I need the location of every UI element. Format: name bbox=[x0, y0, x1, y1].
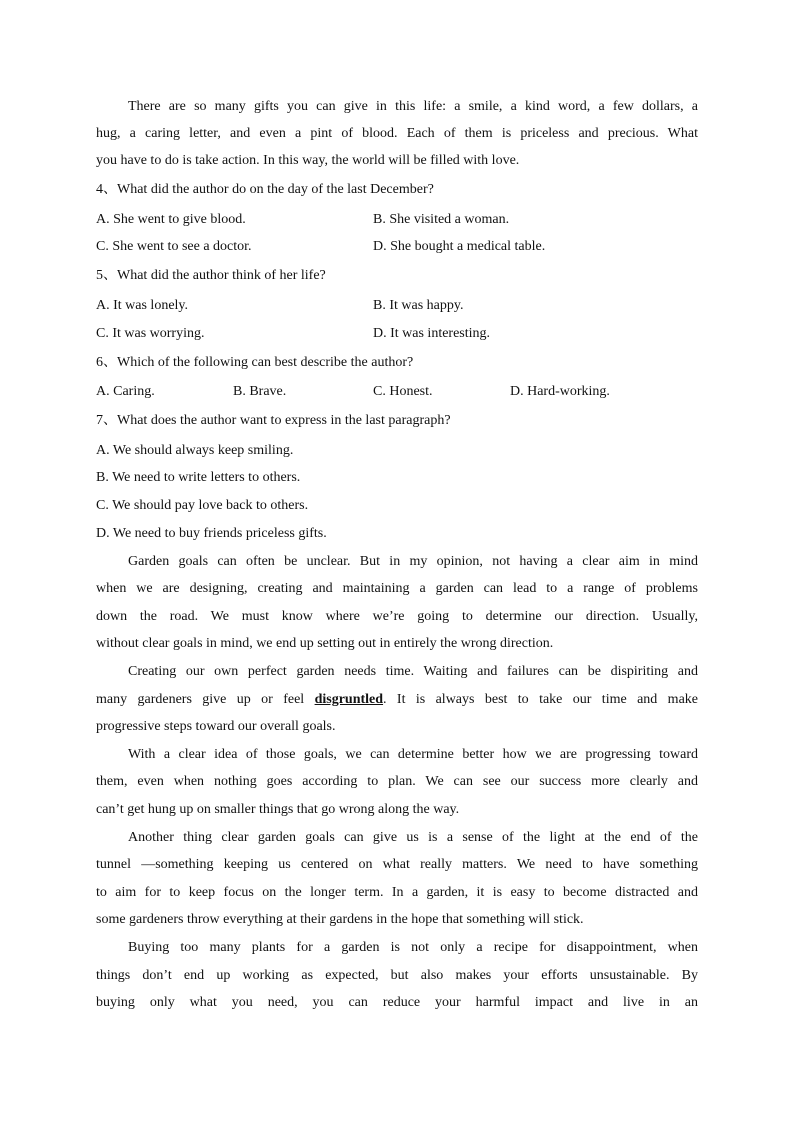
passage2-p4-line: tunnel —something keeping us centered on what really matters. We need to have something bbox=[96, 857, 698, 872]
question-6-option-d: D. Hard-working. bbox=[510, 384, 610, 399]
question-4-option-b: B. She visited a woman. bbox=[373, 212, 510, 227]
question-7-option-d: D. We need to buy friends priceless gifts. bbox=[96, 526, 327, 541]
passage2-p3-line: can’t get hung up on smaller things that go wrong along the way. bbox=[96, 802, 460, 817]
question-7-option-b: B. We need to write letters to others. bbox=[96, 470, 301, 485]
question-7-option-a: A. We should always keep smiling. bbox=[96, 443, 294, 458]
passage2-p1-line: without clear goals in mind, we end up setting out in entirely the wrong direction. bbox=[96, 636, 554, 651]
question-7-stem: 7、What does the author want to express in the last paragraph? bbox=[96, 413, 451, 428]
question-6-option-a: A. Caring. bbox=[96, 384, 155, 399]
question-6-stem: 6、Which of the following can best describe the author? bbox=[96, 355, 414, 370]
passage2-p4-line: to aim for to keep focus on the longer term. In a garden, it is easy to become distracted and bbox=[96, 885, 698, 900]
passage2-p1-line: Garden goals can often be unclear. But in my opinion, not having a clear aim in mind bbox=[128, 554, 698, 569]
passage2-p1-line: down the road. We must know where we’re going to determine our direction. Usually, bbox=[96, 609, 698, 624]
question-4-option-a: A. She went to give blood. bbox=[96, 212, 246, 227]
passage2-p2-text: . It is always best to take our time and make bbox=[383, 692, 698, 707]
question-5-option-b: B. It was happy. bbox=[373, 298, 464, 313]
question-4-stem: 4、What did the author do on the day of the last December? bbox=[96, 182, 434, 197]
question-5-stem: 5、What did the author think of her life? bbox=[96, 268, 326, 283]
passage2-p5-line: Buying too many plants for a garden is not only a recipe for disappointment, when bbox=[128, 940, 698, 955]
passage2-p3-line: With a clear idea of those goals, we can determine better how we are progressing toward bbox=[128, 747, 698, 762]
question-5-option-d: D. It was interesting. bbox=[373, 326, 491, 341]
passage2-p2-line: Creating our own perfect garden needs time. Waiting and failures can be dispiriting and bbox=[128, 664, 698, 679]
passage2-p2-text: many gardeners give up or feel bbox=[96, 692, 305, 707]
passage2-p2-line: progressive steps toward our overall goals. bbox=[96, 719, 336, 734]
vocabulary-target-word: disgruntled bbox=[314, 692, 384, 707]
question-6-option-c: C. Honest. bbox=[373, 384, 433, 399]
passage2-p4-line: Another thing clear garden goals can give us is a sense of the light at the end of the bbox=[128, 830, 698, 845]
question-4-option-d: D. She bought a medical table. bbox=[373, 239, 546, 254]
question-4-option-c: C. She went to see a doctor. bbox=[96, 239, 252, 254]
passage2-p1-line: when we are designing, creating and maintaining a garden can lead to a range of problems bbox=[96, 581, 698, 596]
question-6-option-b: B. Brave. bbox=[233, 384, 287, 399]
passage1-line: you have to do is take action. In this way, the world will be filled with love. bbox=[96, 153, 520, 168]
passage1-line: hug, a caring letter, and even a pint of blood. Each of them is priceless and precious. What bbox=[96, 126, 698, 141]
passage1-line: There are so many gifts you can give in this life: a smile, a kind word, a few dollars, a bbox=[128, 99, 698, 114]
passage2-p5-line: things don’t end up working as expected, but also makes your efforts unsustainable. By bbox=[96, 968, 698, 983]
passage2-p3-line: them, even when nothing goes according to plan. We can see our success more clearly and bbox=[96, 774, 698, 789]
question-5-option-c: C. It was worrying. bbox=[96, 326, 205, 341]
question-5-option-a: A. It was lonely. bbox=[96, 298, 189, 313]
passage2-p4-line: some gardeners throw everything at their gardens in the hope that something will stick. bbox=[96, 912, 584, 927]
question-7-option-c: C. We should pay love back to others. bbox=[96, 498, 309, 513]
passage2-p2-line bbox=[96, 691, 698, 709]
passage2-p5-line: buying only what you need, you can reduce your harmful impact and live in an bbox=[96, 995, 698, 1010]
